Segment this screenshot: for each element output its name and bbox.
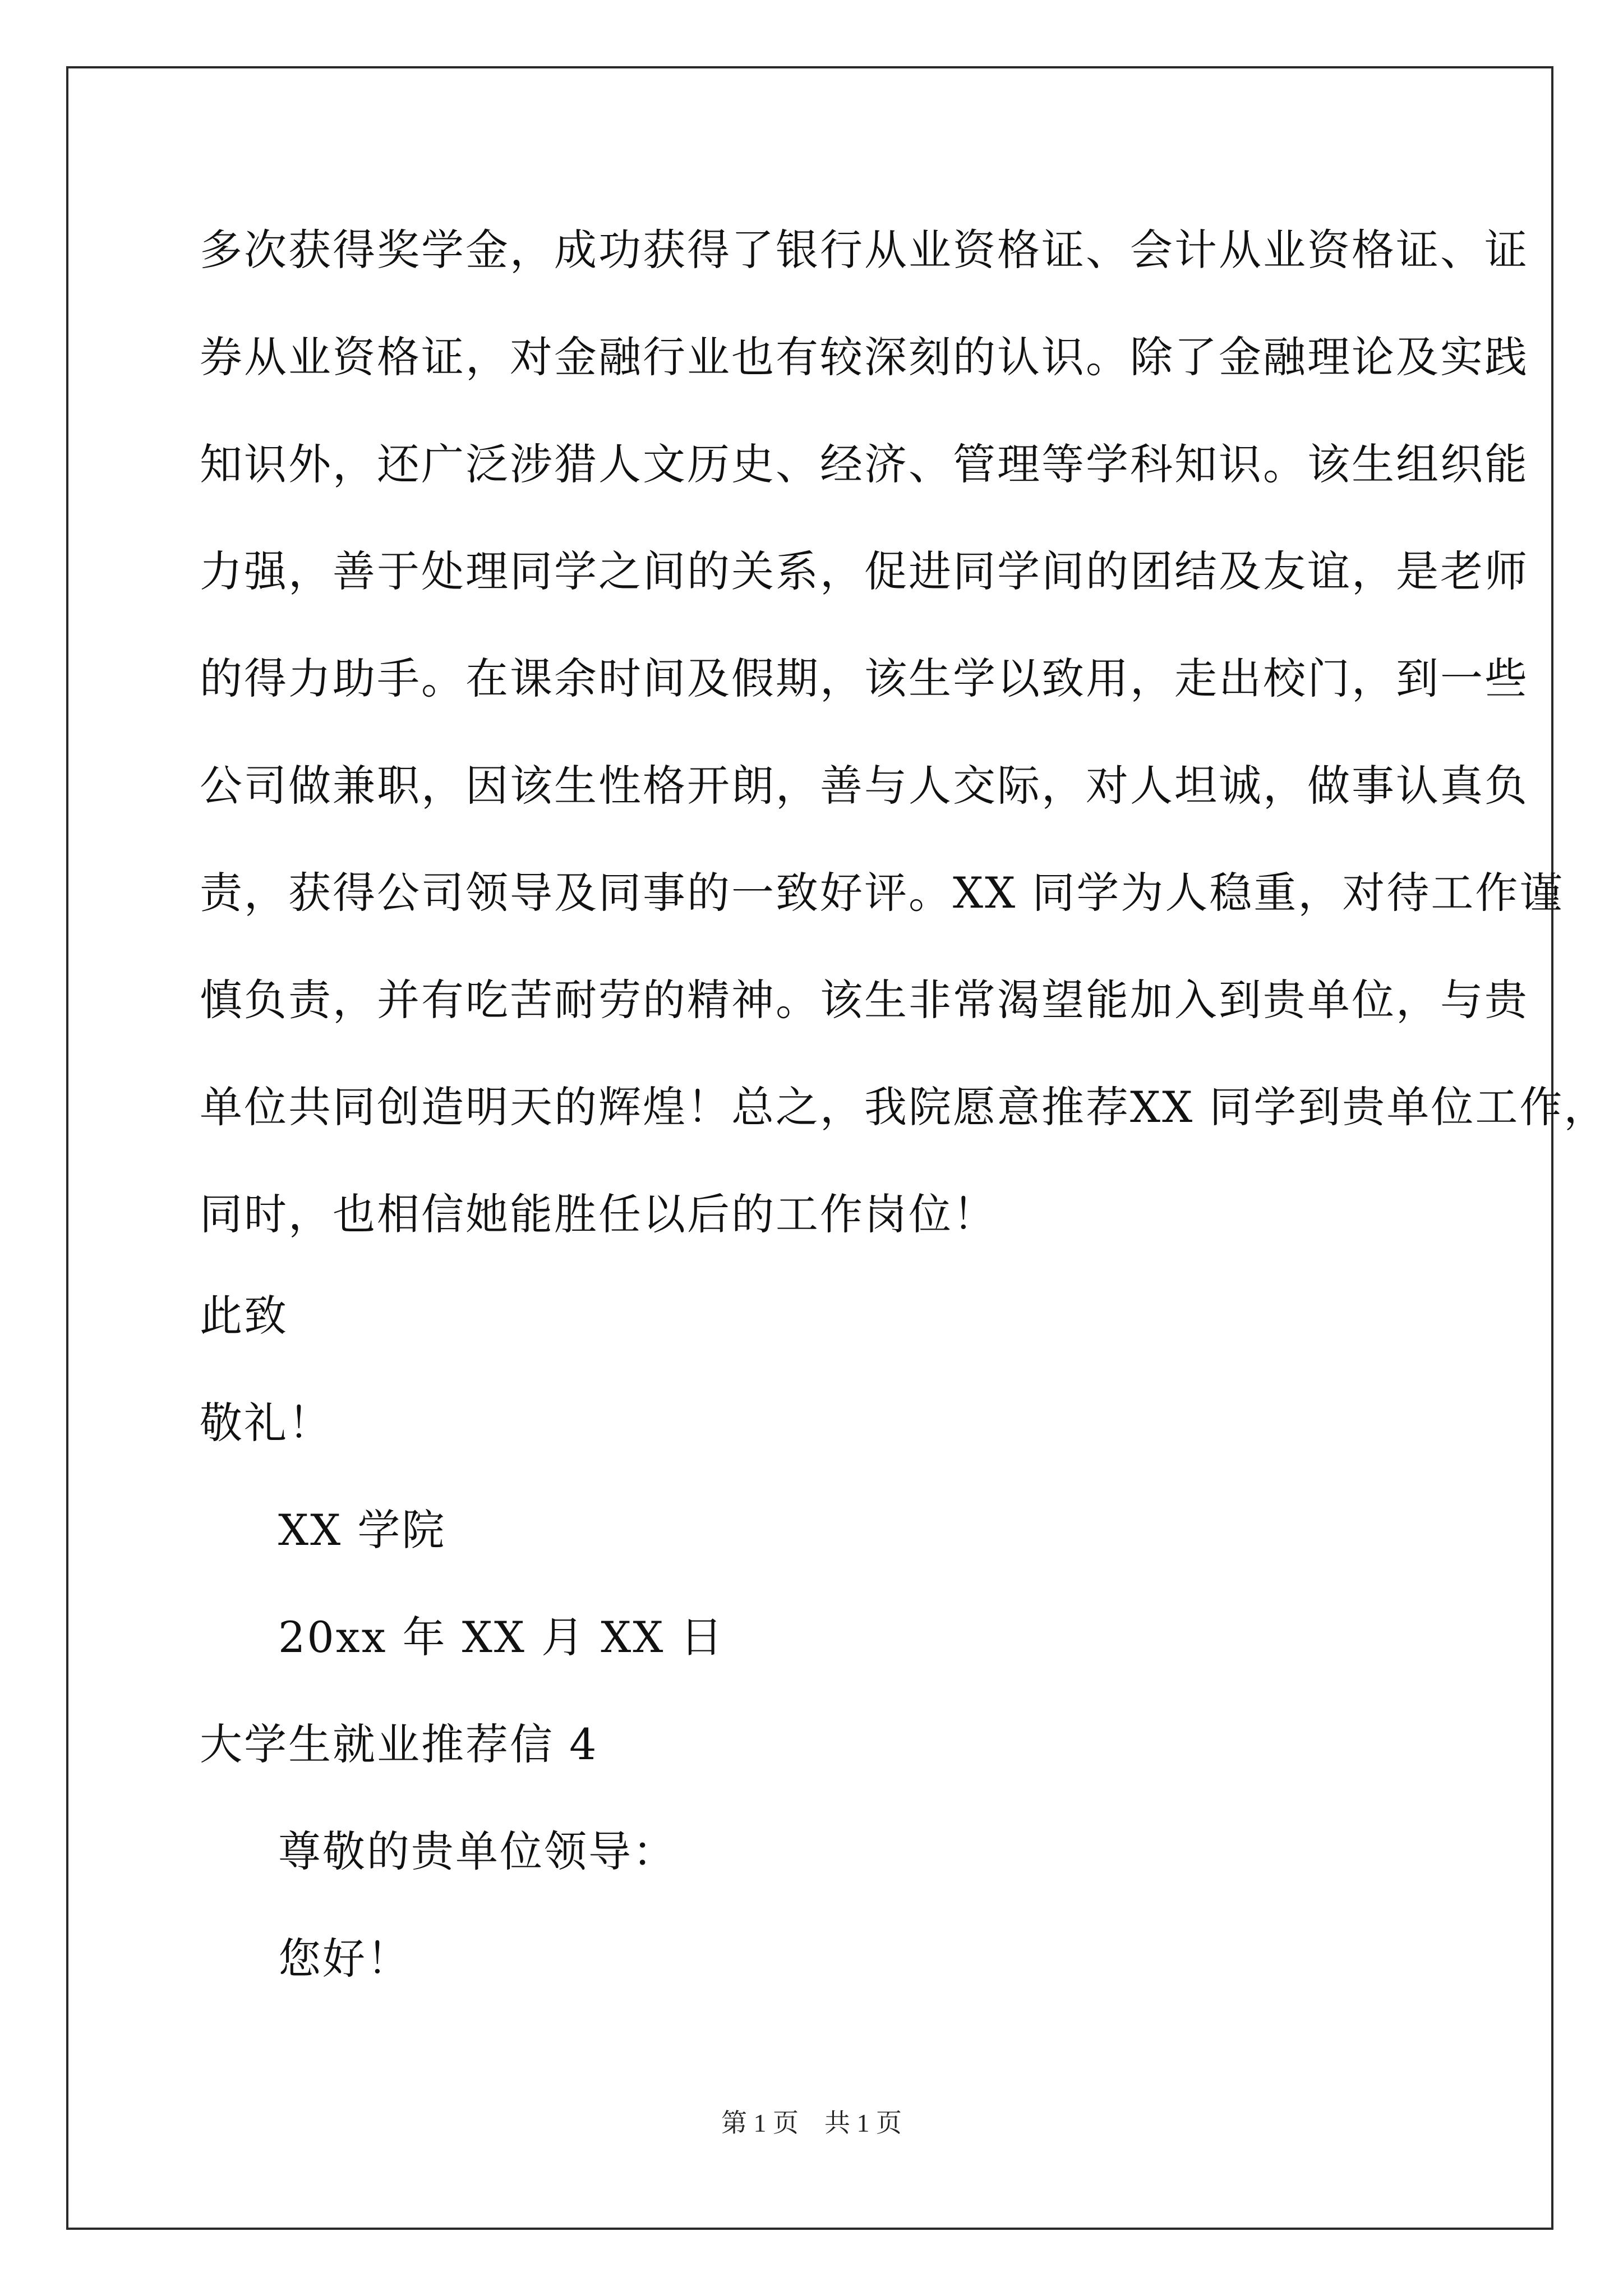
paragraph-line: 公司做兼职，因该生性格开朗，善与人交际，对人坦诚，做事认真负: [200, 761, 1529, 811]
page-border: [66, 66, 1608, 2230]
signer-name: XX 学院: [278, 1505, 446, 1555]
paragraph-line: 同时，也相信她能胜任以后的工作岗位！: [200, 1189, 997, 1239]
section-title: 大学生就业推荐信 4: [200, 1719, 598, 1769]
closing-regards: 敬礼！: [200, 1398, 333, 1448]
letter-greeting: 尊敬的贵单位领导：: [278, 1826, 677, 1876]
paragraph-line: 力强，善于处理同学之间的关系，促进同学间的团结及友谊，是老师: [200, 546, 1529, 596]
paragraph-line: 券从业资格证，对金融行业也有较深刻的认识。除了金融理论及实践: [200, 332, 1529, 382]
paragraph-line: 的得力助手。在课余时间及假期，该生学以致用，走出校门，到一些: [200, 654, 1529, 703]
paragraph-line: 慎负责，并有吃苦耐劳的精神。该生非常渴望能加入到贵单位，与贵: [200, 975, 1529, 1025]
page-footer: [0, 2106, 1623, 2140]
page-number: 第 1 页 共 1 页: [721, 2109, 902, 2137]
paragraph-line: 知识外，还广泛涉猎人文历史、经济、管理等学科知识。该生组织能: [200, 439, 1529, 489]
paragraph-line: 多次获得奖学金，成功获得了银行从业资格证、会计从业资格证、证: [200, 225, 1529, 275]
closing-salutation: 此致: [200, 1291, 288, 1341]
paragraph-line: 单位共同创造明天的辉煌！总之，我院愿意推荐XX 同学到贵单位工作，: [200, 1082, 1608, 1132]
letter-date: 20xx 年 XX 月 XX 日: [278, 1612, 725, 1662]
letter-hello: 您好！: [278, 1934, 411, 1984]
paragraph-line: 责，获得公司领导及同事的一致好评。XX 同学为人稳重，对待工作谨: [200, 868, 1564, 918]
